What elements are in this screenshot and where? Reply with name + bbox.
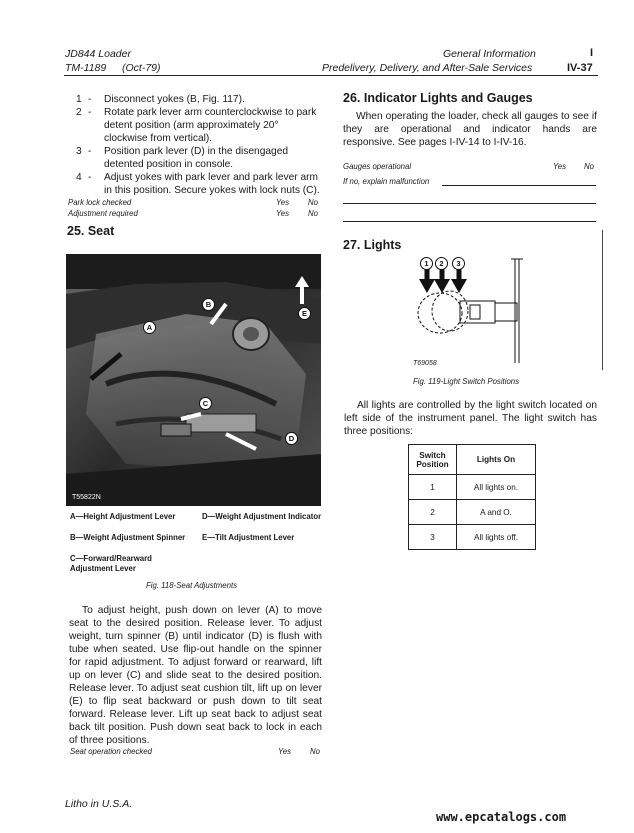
gauges-yes: Yes — [553, 162, 567, 171]
seat-callout-d: D — [285, 432, 298, 445]
adjustment-check: Adjustment required — [68, 209, 138, 218]
switch-cell-lights: A and O. — [457, 500, 536, 525]
switch-header-position: Switch Position — [409, 445, 457, 475]
seat-legend-e: E—Tilt Adjustment Lever — [202, 533, 295, 542]
adjustment-no: No — [308, 209, 318, 218]
seat-figure-caption: Fig. 118-Seat Adjustments — [146, 581, 238, 590]
header-model: JD844 Loader — [65, 48, 131, 60]
seat-callout-a: A — [143, 321, 156, 334]
switch-cell-position: 1 — [409, 475, 457, 500]
park-step-2: 2 - Rotate park lever arm counterclockwise to park detent position (arm approximately 20° clockwise from vertical). — [76, 107, 317, 144]
seat-photo — [66, 254, 321, 506]
seat-legend-b: B—Weight Adjustment Spinner — [70, 533, 186, 542]
header-page: IV-37 — [567, 62, 593, 74]
header-subsection: Predelivery, Delivery, and After-Sale Services — [322, 62, 533, 74]
table-row — [409, 525, 536, 550]
seat-paragraph: To adjust height, push down on lever (A) to move seat to the desired position. Release lever. To adjust weight, turn spinner (B) until indicator (D) is flush with tube when seated. Use flip-out handle on the spinner for rapid adjustment. To adjust forward or rearward, lift up on lever (C) and slide seat to the desired position. Release lever. To adjust seat cushion tilt, lift up on lever (E) to flip seat backward or push down to tilt seat forward. Release lever. Lift up seat back to adjust seat back tilt position. Push down seat back to lock in each of three positions. — [69, 605, 322, 746]
seat-callout-e: E — [298, 307, 311, 320]
header-date: (Oct-79) — [122, 62, 161, 74]
seat-photo-art — [66, 254, 321, 506]
seat-heading: 25. Seat — [67, 224, 115, 238]
gauges-no: No — [584, 162, 594, 171]
switch-table-header — [409, 445, 536, 475]
light-switch-figure — [415, 253, 527, 368]
park-step-1: 1 - Disconnect yokes (B, Fig. 117). — [76, 94, 245, 105]
header-group: I — [590, 47, 594, 59]
header-manual: TM-1189 — [65, 62, 107, 74]
margin-rule — [602, 230, 603, 370]
explain-line-2 — [343, 203, 596, 204]
header-section: General Information — [443, 48, 536, 60]
seat-callout-c: C — [199, 397, 212, 410]
park-lock-yes: Yes — [276, 198, 290, 207]
switch-cell-position: 3 — [409, 525, 457, 550]
seat-legend-a: A—Height Adjustment Lever — [70, 512, 176, 521]
gauges-explain: If no, explain malfunction — [343, 177, 430, 186]
seat-check-no: No — [310, 747, 320, 756]
light-switch-drawing — [415, 253, 527, 368]
lights-figure-id: T69058 — [413, 360, 437, 367]
gauges-paragraph: When operating the loader, check all gauges to see if they are operational and indicator hands are responsive. See pages I-IV-14 to I-IV-16. — [343, 111, 597, 148]
seat-check-yes: Yes — [278, 747, 292, 756]
seat-callout-b: B — [202, 298, 215, 311]
lights-paragraph: All lights are controlled by the light switch located on left side of the instrument panel. The light switch has three positions: — [344, 400, 597, 437]
switch-cell-lights: All lights off. — [457, 525, 536, 550]
footer-litho: Litho in U.S.A. — [65, 798, 133, 810]
gauges-heading: 26. Indicator Lights and Gauges — [343, 91, 533, 105]
switch-cell-lights: All lights on. — [457, 475, 536, 500]
switch-callout-1: 1 — [420, 257, 433, 270]
explain-line-1 — [442, 185, 596, 186]
park-lock-check: Park lock checked — [68, 198, 132, 207]
seat-photo-id: T55822N — [72, 494, 101, 501]
park-step-4: 4 - Adjust yokes with park lever and park lever arm in this position. Secure yokes with lock nuts (C). — [76, 172, 320, 196]
seat-legend-c: C—Forward/Rearward Adjustment Lever — [70, 554, 152, 573]
switch-callout-3: 3 — [452, 257, 465, 270]
park-step-3: 3 - Position park lever (D) in the disengaged detented position in console. — [76, 146, 289, 170]
table-row — [409, 500, 536, 525]
gauges-check: Gauges operational — [343, 162, 412, 171]
park-lock-no: No — [308, 198, 318, 207]
lights-heading: 27. Lights — [343, 238, 402, 252]
switch-header-lights: Lights On — [457, 445, 536, 475]
seat-check: Seat operation checked — [70, 747, 152, 756]
switch-callout-2: 2 — [435, 257, 448, 270]
footer-watermark: www.epcatalogs.com — [436, 810, 567, 824]
switch-cell-position: 2 — [409, 500, 457, 525]
header-rule — [64, 75, 598, 76]
switch-table — [408, 444, 536, 550]
explain-line-3 — [343, 221, 596, 222]
adjustment-yes: Yes — [276, 209, 290, 218]
lights-figure-caption: Fig. 119-Light Switch Positions — [413, 377, 520, 386]
table-row — [409, 475, 536, 500]
seat-legend-d: D—Weight Adjustment Indicator — [202, 512, 322, 521]
